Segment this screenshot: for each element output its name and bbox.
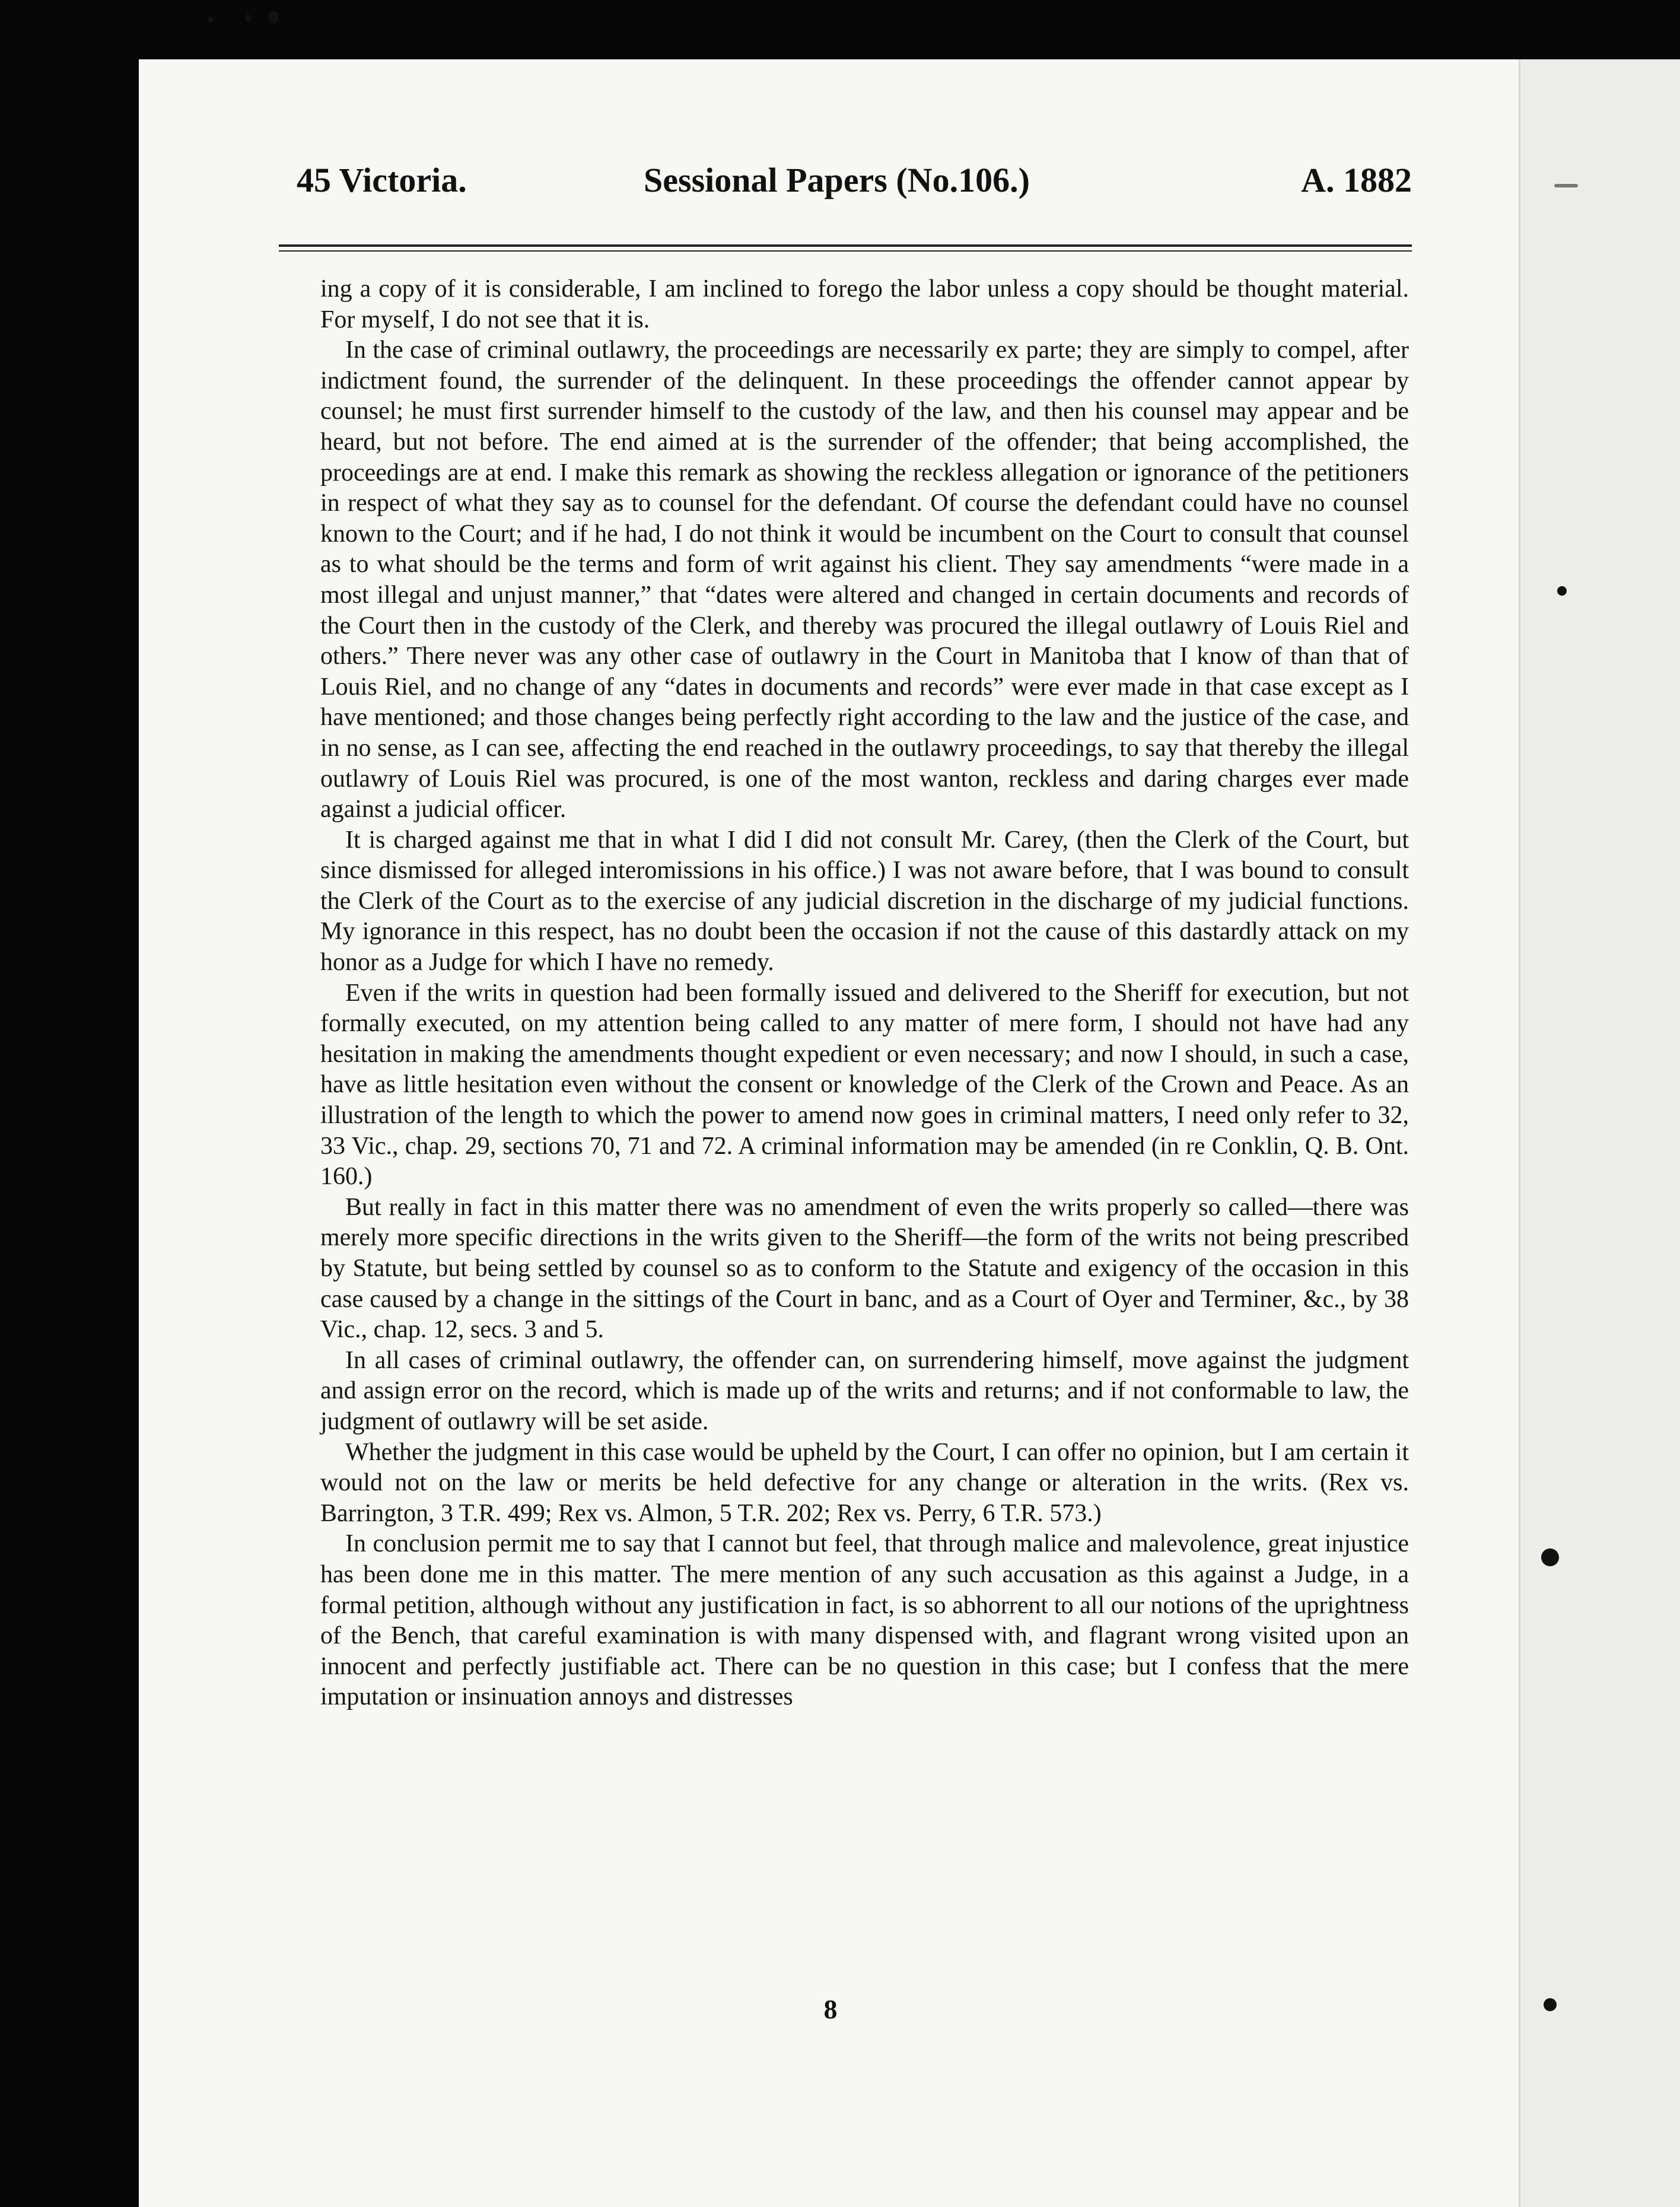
scan-speck bbox=[1557, 586, 1567, 596]
body-text bbox=[320, 274, 1409, 1713]
scan-speck bbox=[1544, 1998, 1557, 2011]
paragraph: Whether the judgment in this case would be upheld by the Court, I can offer no opinion, but I am certain it would not on the law or merits be held defective for any change or alteration in the writs. (Rex vs. Barrington, 3 T.R. 499; Rex vs. Almon, 5 T.R. 202; Rex vs. Perry, 6 T.R. 573.) bbox=[320, 1438, 1409, 1527]
scan-speck bbox=[208, 17, 214, 23]
paragraph: In the case of criminal outlawry, the proceedings are necessarily ex parte; they are simply to compel, after indictment found, the surrender of the delinquent. In these proceedings the offender cannot appear by counsel; he must first surrender himself to the custody of the law, and then his counsel may appear and be heard, but not before. The end aimed at is the surrender of the offender; that being accomplished, the proceedings are at end. I make this remark as showing the reckless allegation or ignorance of the petitioners in respect of what they say as to counsel for the defendant. Of course the defendant could have no counsel known to the Court; and if he had, I do not think it would be incumbent on the Court to consult that counsel as to what should be the terms and form of writ against his client. They say amendments “were made in a most illegal and unjust manner,” that “dates were altered and changed in certain documents and records of the Court then in the custody of the Clerk, and thereby was procured the illegal outlawry of Louis Riel and others.” There never was any other case of outlawry in the Court in Manitoba that I know of than that of Louis Riel, and no change of any “dates in documents and records” were ever made in that case except as I have mentioned; and those changes being perfectly right according to the law and the justice of the case, and in no sense, as I can see, affecting the end reached in the outlawry proceedings, to say that thereby the illegal outlawry of Louis Riel was procured, is one of the most wanton, reckless and daring charges ever made against a judicial officer. bbox=[320, 336, 1409, 823]
scan-speck bbox=[244, 14, 252, 21]
header-rule bbox=[279, 244, 1412, 247]
page-number: 8 bbox=[823, 1994, 838, 2024]
adjacent-page-edge bbox=[1519, 59, 1680, 2207]
header-document-title: Sessional Papers (No.106.) bbox=[644, 161, 1030, 199]
paragraph: Even if the writs in question had been formally issued and delivered to the Sheriff for execution, but not formally executed, on my attention being called to any matter of mere form, I should not have had any hesitation in making the amendments thought expedient or even necessary; and now I should, in such a case, have as little hesitation even without the consent or knowledge of the Clerk of the Crown and Peace. As an illustration of the length to which the power to amend now goes in criminal matters, I need only refer to 32, 33 Vic., chap. 29, sections 70, 71 and 72. A criminal information may be amended (in re Conklin, Q. B. Ont. 160.) bbox=[320, 979, 1409, 1191]
paragraph: ing a copy of it is considerable, I am inclined to forego the labor unless a copy should be thought material. For myself, I do not see that it is. bbox=[320, 275, 1409, 333]
paragraph: In conclusion permit me to say that I cannot but feel, that through malice and malevolence, great injustice has been done me in this matter. The mere mention of any such accusation as this against a Judge, in a formal petition, although without any justification in fact, is so abhorrent to all our notions of the uprightness of the Bench, that careful examination is with many dispensed with, and flagrant wrong visited upon an innocent and perfectly justifiable act. There can be no question in this case; but I confess that the mere imputation or insinuation annoys and distresses bbox=[320, 1530, 1409, 1711]
header-year: A. 1882 bbox=[1301, 161, 1412, 199]
paragraph: In all cases of criminal outlawry, the offender can, on surrendering himself, move against the judgment and assign error on the record, which is made up of the writs and returns; and if not conformable to law, the judgment of outlawry will be set aside. bbox=[320, 1346, 1409, 1435]
scan-speck bbox=[1541, 1548, 1559, 1566]
scan-speck bbox=[1554, 184, 1578, 187]
header-session: 45 Victoria. bbox=[297, 161, 467, 199]
paragraph: It is charged against me that in what I did I did not consult Mr. Carey, (then the Clerk of the Court, but since dismissed for alleged interomissions in his office.) I was not aware before, that I was bound to consult the Clerk of the Court as to the exercise of any judicial discretion in the discharge of my judicial functions. My ignorance in this respect, has no doubt been the occasion if not the cause of this dastardly attack on my honor as a Judge for which I have no remedy. bbox=[320, 826, 1409, 977]
scan-speck bbox=[268, 11, 279, 24]
paragraph: But really in fact in this matter there was no amendment of even the writs properly so called—there was merely more specific directions in the writs given to the Sheriff—the form of the writs not being prescribed by Statute, but being settled by counsel so as to conform to the Statute and exigency of the occasion in this case caused by a change in the sittings of the Court in banc, and as a Court of Oyer and Terminer, &c., by 38 Vic., chap. 12, secs. 3 and 5. bbox=[320, 1193, 1409, 1344]
header-rule-thin bbox=[279, 250, 1412, 252]
running-header bbox=[297, 160, 1412, 208]
